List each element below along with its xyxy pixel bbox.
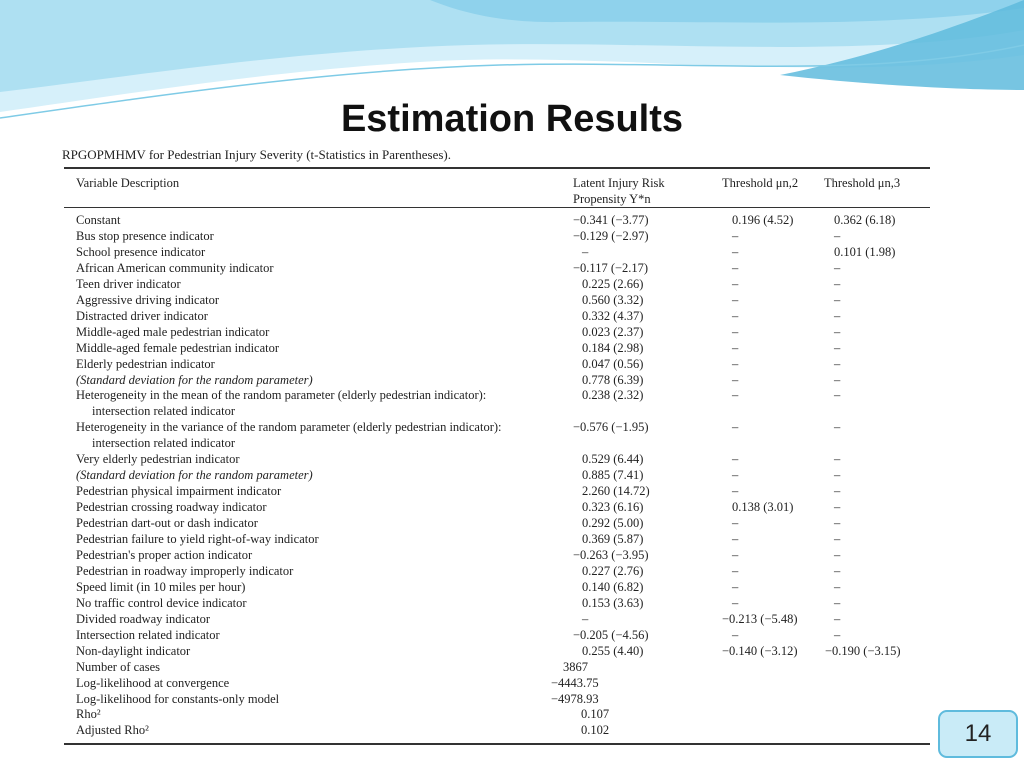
table-caption: RPGOPMHMV for Pedestrian Injury Severity (t-Statistics in Parentheses).	[62, 147, 451, 162]
row-threshold2-value: −0.140 (−3.12)	[722, 643, 798, 658]
row-threshold2-value: –	[732, 452, 739, 467]
row-threshold2-value: 0.196 (4.52)	[732, 213, 794, 227]
row-label: Rho²	[76, 707, 101, 722]
row-threshold2-value: –	[732, 340, 739, 355]
row-threshold2-value: –	[732, 356, 739, 371]
row-label: Pedestrian dart-out or dash indicator	[76, 516, 258, 531]
row-threshold2-value: –	[732, 372, 739, 387]
row-threshold2-value: –	[732, 228, 739, 243]
table-top-rule	[64, 167, 930, 169]
row-latent-value: –	[582, 244, 589, 259]
row-threshold2-value: 0.138 (3.01)	[732, 500, 794, 515]
header-latent-propensity	[573, 175, 665, 207]
row-latent-value: 0.255 (4.40)	[582, 643, 644, 658]
table-header-rule	[64, 207, 930, 208]
row-label: No traffic control device indicator	[76, 595, 247, 610]
header-threshold-2: Threshold μn,2	[722, 176, 799, 190]
slide-title: Estimation Results	[340, 98, 684, 140]
row-latent-value: −0.129 (−2.97)	[573, 228, 649, 243]
row-label: Very elderly pedestrian indicator	[76, 452, 240, 467]
row-latent-value: 0.225 (2.66)	[582, 276, 644, 291]
row-threshold3-value: 0.101 (1.98)	[834, 244, 896, 259]
row-label: Elderly pedestrian indicator	[76, 356, 215, 371]
row-label: Adjusted Rho²	[76, 723, 149, 738]
header-latent-line2: Propensity Y*n	[573, 192, 651, 206]
row-threshold3-value: −0.190 (−3.15)	[825, 643, 901, 658]
row-threshold3-value: –	[834, 452, 841, 467]
row-threshold3-value: –	[834, 500, 841, 515]
row-label: Intersection related indicator	[76, 627, 220, 642]
header-latent-line1: Latent Injury Risk	[573, 176, 665, 190]
row-label: intersection related indicator	[92, 436, 235, 451]
row-threshold3-value: –	[834, 595, 841, 610]
row-threshold2-value: –	[732, 308, 739, 323]
row-threshold2-value: –	[732, 595, 739, 610]
row-latent-value: 0.102	[581, 723, 610, 738]
row-label: Pedestrian physical impairment indicator	[76, 484, 282, 499]
row-threshold3-value: –	[834, 579, 841, 594]
row-latent-value: −0.263 (−3.95)	[573, 547, 649, 562]
row-latent-value: 0.023 (2.37)	[582, 324, 644, 339]
row-latent-value: –	[582, 611, 589, 626]
row-label: (Standard deviation for the random parameter)	[76, 372, 313, 387]
row-threshold3-value: –	[834, 627, 841, 642]
row-threshold3-value: –	[834, 468, 841, 483]
row-threshold3-value: –	[834, 324, 841, 339]
row-threshold2-value: –	[732, 563, 739, 578]
row-threshold3-value: –	[834, 484, 841, 499]
row-threshold3-value: –	[834, 228, 841, 243]
row-threshold3-value: –	[834, 372, 841, 387]
row-label: Pedestrian in roadway improperly indicator	[76, 563, 294, 578]
row-threshold3-value: –	[834, 532, 841, 546]
header-threshold-3: Threshold μn,3	[824, 176, 901, 190]
row-threshold3-value: –	[834, 340, 841, 355]
results-table	[58, 143, 930, 746]
row-threshold2-value: –	[732, 516, 739, 531]
row-threshold2-value: –	[732, 324, 739, 339]
row-threshold2-value: –	[732, 547, 739, 562]
row-threshold3-value: –	[834, 420, 841, 435]
row-label: Heterogeneity in the mean of the random parameter (elderly pedestrian indicator):	[76, 388, 487, 403]
row-latent-value: 0.238 (2.32)	[582, 388, 644, 403]
row-latent-value: 0.778 (6.39)	[582, 372, 644, 387]
row-latent-value: −0.341 (−3.77)	[573, 213, 649, 227]
row-latent-value: 2.260 (14.72)	[582, 484, 650, 499]
row-latent-value: 0.885 (7.41)	[582, 468, 644, 483]
row-latent-value: 0.560 (3.32)	[582, 292, 644, 307]
row-label: Log-likelihood for constants-only model	[76, 691, 280, 706]
row-latent-value: 0.227 (2.76)	[582, 563, 644, 578]
row-label: Teen driver indicator	[76, 276, 181, 291]
row-threshold3-value: –	[834, 388, 841, 403]
row-threshold3-value: –	[834, 547, 841, 562]
row-label: School presence indicator	[76, 244, 206, 259]
row-label: African American community indicator	[76, 260, 274, 275]
row-label: Number of cases	[76, 659, 160, 674]
row-threshold2-value: –	[732, 276, 739, 291]
row-threshold2-value: –	[732, 244, 739, 259]
row-label: intersection related indicator	[92, 404, 235, 419]
row-label: Bus stop presence indicator	[76, 228, 214, 243]
row-threshold3-value: –	[834, 276, 841, 291]
row-label: Non-daylight indicator	[76, 643, 191, 658]
row-latent-value: 0.140 (6.82)	[582, 579, 644, 594]
row-label: Pedestrian's proper action indicator	[76, 547, 253, 562]
row-threshold3-value: 0.362 (6.18)	[834, 213, 896, 227]
row-label: Pedestrian crossing roadway indicator	[76, 500, 267, 515]
page-number-badge: 14	[938, 710, 1018, 758]
row-latent-value: −0.576 (−1.95)	[573, 420, 649, 435]
row-label: Speed limit (in 10 miles per hour)	[76, 579, 246, 594]
row-label: Divided roadway indicator	[76, 611, 210, 626]
table-bottom-rule	[64, 743, 930, 745]
row-threshold3-value: –	[834, 611, 841, 626]
row-latent-value: 0.184 (2.98)	[582, 340, 644, 355]
header-variable-description: Variable Description	[76, 176, 180, 190]
row-threshold2-value: –	[732, 532, 739, 546]
row-latent-value: 0.047 (0.56)	[582, 356, 644, 371]
row-latent-value: 0.369 (5.87)	[582, 532, 644, 546]
row-label: Distracted driver indicator	[76, 308, 208, 323]
row-threshold2-value: −0.213 (−5.48)	[722, 611, 798, 626]
row-latent-value: 0.323 (6.16)	[582, 500, 644, 515]
row-latent-value: 0.107	[581, 707, 610, 722]
row-threshold2-value: –	[732, 388, 739, 403]
row-label: Pedestrian failure to yield right-of-way indicator	[76, 532, 319, 546]
row-threshold2-value: –	[732, 579, 739, 594]
row-threshold2-value: –	[732, 420, 739, 435]
row-latent-value: −0.117 (−2.17)	[573, 260, 649, 275]
row-threshold2-value: –	[732, 468, 739, 483]
row-latent-value: 0.153 (3.63)	[582, 595, 644, 610]
row-latent-value: 0.529 (6.44)	[582, 452, 644, 467]
row-threshold3-value: –	[834, 260, 841, 275]
row-threshold3-value: –	[834, 563, 841, 578]
row-threshold2-value: –	[732, 627, 739, 642]
row-latent-value: 3867	[563, 659, 588, 674]
row-latent-value: −4978.93	[551, 691, 599, 706]
row-threshold3-value: –	[834, 292, 841, 307]
row-label: (Standard deviation for the random parameter)	[76, 468, 313, 483]
row-label: Middle-aged male pedestrian indicator	[76, 324, 270, 339]
row-label: Middle-aged female pedestrian indicator	[76, 340, 280, 355]
row-label: Aggressive driving indicator	[76, 292, 220, 307]
row-latent-value: 0.332 (4.37)	[582, 308, 644, 323]
row-latent-value: −0.205 (−4.56)	[573, 627, 649, 642]
row-threshold3-value: –	[834, 516, 841, 531]
row-latent-value: −4443.75	[551, 675, 599, 690]
row-latent-value: 0.292 (5.00)	[582, 516, 644, 531]
row-threshold3-value: –	[834, 356, 841, 371]
row-threshold3-value: –	[834, 308, 841, 323]
row-label: Log-likelihood at convergence	[76, 675, 230, 690]
row-threshold2-value: –	[732, 260, 739, 275]
row-label: Heterogeneity in the variance of the random parameter (elderly pedestrian indicator):	[76, 420, 502, 435]
row-threshold2-value: –	[732, 484, 739, 499]
row-label: Constant	[76, 213, 121, 227]
row-threshold2-value: –	[732, 292, 739, 307]
